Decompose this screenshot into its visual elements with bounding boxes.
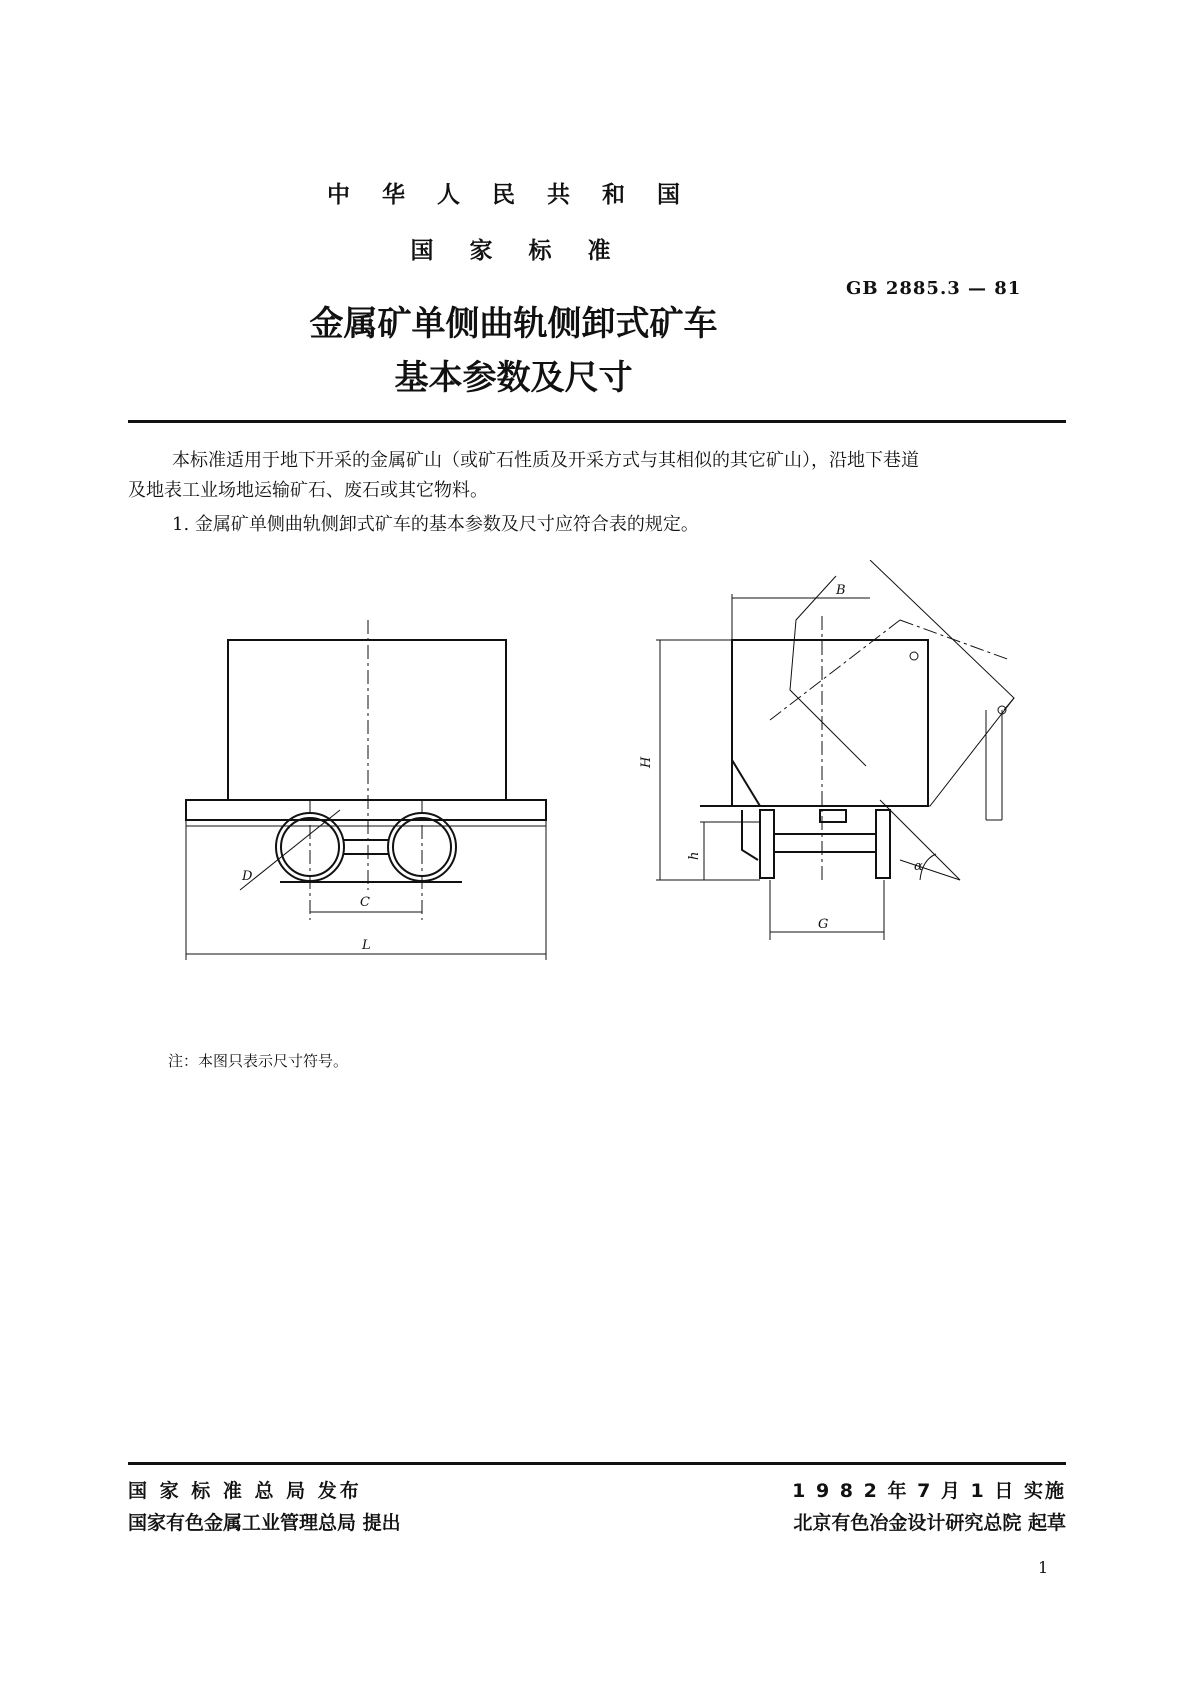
bottom-rule bbox=[128, 1462, 1066, 1465]
right-wheel-right bbox=[876, 810, 890, 878]
standard-type-heading: 国 家 标 准 bbox=[410, 238, 625, 264]
dim-label-G: G bbox=[818, 917, 829, 932]
left-car-frame bbox=[186, 800, 546, 820]
page-number: 1 bbox=[1038, 1558, 1049, 1577]
document-title-line1: 金属矿单侧曲轨侧卸式矿车 bbox=[309, 304, 718, 344]
dim-label-D: D bbox=[242, 869, 253, 884]
figure-note: 注：本图只表示尺寸符号。 bbox=[168, 1052, 349, 1070]
issuer: 国 家 标 准 总 局 发布 bbox=[128, 1480, 362, 1502]
dim-label-L: L bbox=[362, 938, 371, 953]
dim-label-H: H bbox=[639, 756, 654, 768]
scope-paragraph-line1: 本标准适用于地下开采的金属矿山（或矿石性质及开采方式与其相似的其它矿山），沿地下巷道 bbox=[172, 450, 919, 471]
drafter: 北京有色冶金设计研究总院 起草 bbox=[793, 1512, 1066, 1534]
dim-label-h: h bbox=[687, 851, 702, 860]
standard-code: GB 2885.3 — 81 bbox=[846, 278, 1022, 299]
mine-car-diagram bbox=[0, 560, 1191, 980]
top-rule bbox=[128, 420, 1066, 423]
proposer: 国家有色金属工业管理总局 提出 bbox=[128, 1512, 401, 1534]
right-car-body bbox=[732, 640, 928, 806]
effective-date: 1 9 8 2 年 7 月 1 日 实施 bbox=[792, 1480, 1066, 1502]
dim-label-B: B bbox=[836, 583, 846, 598]
dim-label-alpha: α bbox=[914, 859, 923, 874]
document-title-line2: 基本参数及尺寸 bbox=[394, 358, 633, 398]
dim-label-C: C bbox=[360, 895, 370, 910]
country-heading: 中 华 人 民 共 和 国 bbox=[326, 182, 693, 208]
left-car-body bbox=[228, 640, 506, 800]
scope-paragraph-line2: 及地表工业场地运输矿石、废石或其它物料。 bbox=[128, 480, 488, 501]
clause-1: 1. 金属矿单侧曲轨侧卸式矿车的基本参数及尺寸应符合表的规定。 bbox=[172, 514, 699, 535]
right-wheel-left bbox=[760, 810, 774, 878]
